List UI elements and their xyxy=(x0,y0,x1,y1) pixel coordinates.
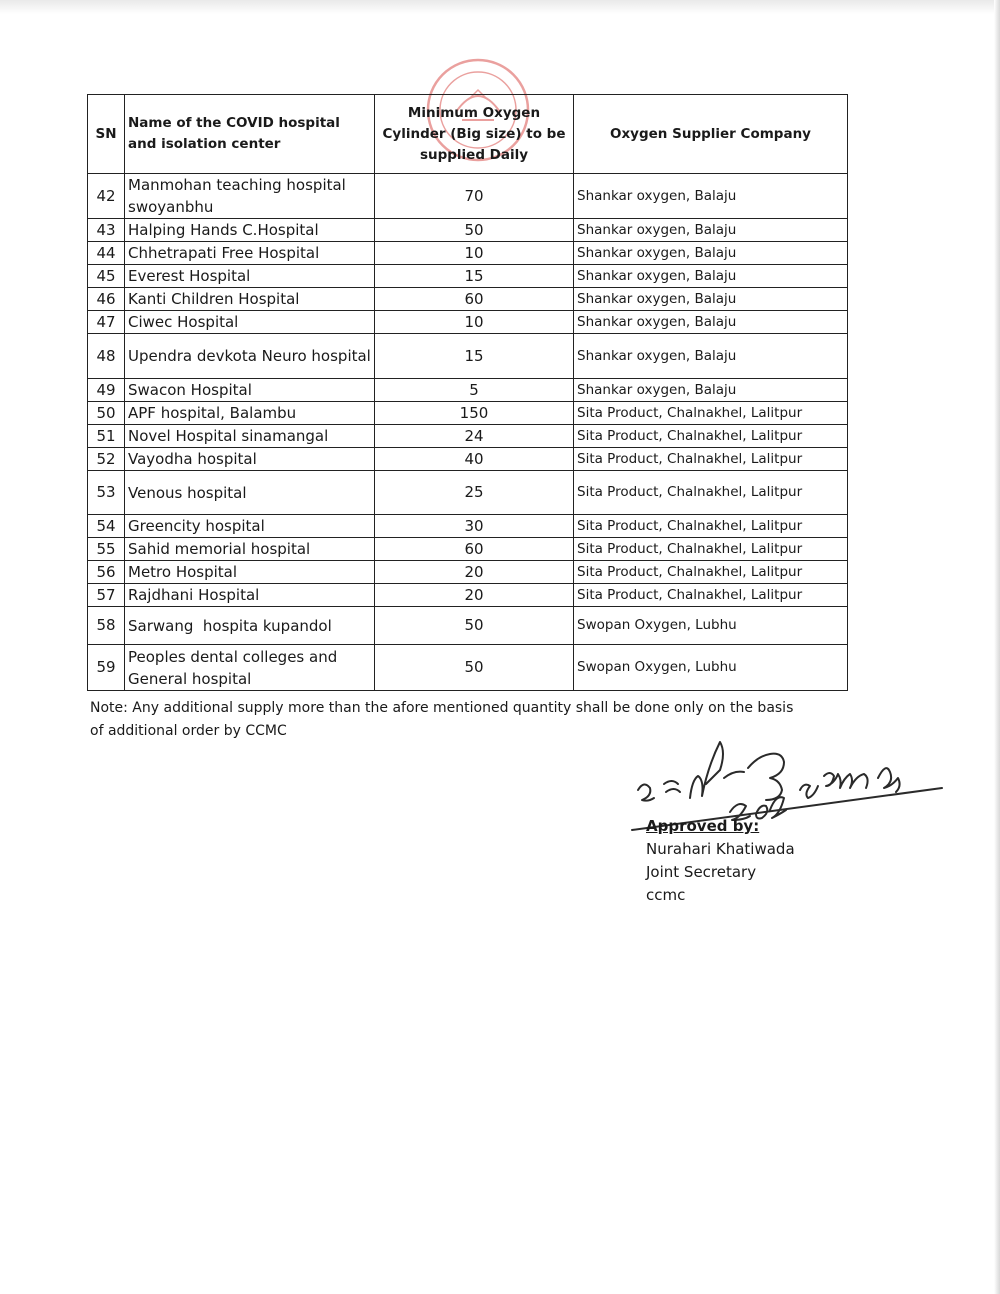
table-row xyxy=(88,425,848,448)
approval-block xyxy=(646,815,795,907)
table-row xyxy=(88,471,848,515)
row-sn: 44 xyxy=(88,242,125,265)
table-row xyxy=(88,219,848,242)
row-sn: 52 xyxy=(88,448,125,471)
row-supplier: Sita Product, Chalnakhel, Lalitpur xyxy=(574,425,848,448)
scan-edge-right xyxy=(994,0,1000,1294)
row-hospital-name: Upendra devkota Neuro hospital xyxy=(125,334,375,379)
row-supplier: Sita Product, Chalnakhel, Lalitpur xyxy=(574,471,848,515)
row-supplier: Shankar oxygen, Balaju xyxy=(574,265,848,288)
row-hospital-name: Metro Hospital xyxy=(125,561,375,584)
table-row xyxy=(88,288,848,311)
note-text: Note: Any additional supply more than the afore mentioned quantity shall be done only on the basis of additional order by CCMC xyxy=(90,700,794,739)
table-row xyxy=(88,265,848,288)
row-cylinder-qty: 15 xyxy=(375,334,574,379)
row-supplier: Shankar oxygen, Balaju xyxy=(574,242,848,265)
row-supplier: Sita Product, Chalnakhel, Lalitpur xyxy=(574,584,848,607)
header-min-cylinders: Minimum Oxygen Cylinder (Big size) to be supplied Daily xyxy=(375,95,574,174)
table-row xyxy=(88,607,848,645)
row-cylinder-qty: 60 xyxy=(375,288,574,311)
row-cylinder-qty: 50 xyxy=(375,607,574,645)
row-sn: 54 xyxy=(88,515,125,538)
table-row xyxy=(88,645,848,691)
row-cylinder-qty: 24 xyxy=(375,425,574,448)
row-hospital-name: Novel Hospital sinamangal xyxy=(125,425,375,448)
row-sn: 53 xyxy=(88,471,125,515)
row-hospital-name: Sarwang hospita kupandol xyxy=(125,607,375,645)
scan-edge-top xyxy=(0,0,1000,14)
row-cylinder-qty: 20 xyxy=(375,584,574,607)
row-supplier: Sita Product, Chalnakhel, Lalitpur xyxy=(574,538,848,561)
row-supplier: Sita Product, Chalnakhel, Lalitpur xyxy=(574,561,848,584)
row-sn: 50 xyxy=(88,402,125,425)
header-sn: SN xyxy=(88,95,125,174)
row-hospital-name: Greencity hospital xyxy=(125,515,375,538)
row-hospital-name: Peoples dental colleges and General hospital xyxy=(125,645,375,691)
row-supplier: Shankar oxygen, Balaju xyxy=(574,311,848,334)
row-sn: 55 xyxy=(88,538,125,561)
table-row xyxy=(88,515,848,538)
approver-title: Joint Secretary xyxy=(646,863,757,881)
table-row xyxy=(88,561,848,584)
row-hospital-name: Sahid memorial hospital xyxy=(125,538,375,561)
table-row xyxy=(88,402,848,425)
row-hospital-name: Rajdhani Hospital xyxy=(125,584,375,607)
row-hospital-name: Swacon Hospital xyxy=(125,379,375,402)
row-sn: 46 xyxy=(88,288,125,311)
table-row xyxy=(88,174,848,219)
row-cylinder-qty: 50 xyxy=(375,645,574,691)
row-supplier: Shankar oxygen, Balaju xyxy=(574,379,848,402)
row-cylinder-qty: 20 xyxy=(375,561,574,584)
row-cylinder-qty: 150 xyxy=(375,402,574,425)
row-sn: 48 xyxy=(88,334,125,379)
row-supplier: Sita Product, Chalnakhel, Lalitpur xyxy=(574,402,848,425)
row-supplier: Shankar oxygen, Balaju xyxy=(574,334,848,379)
row-supplier: Shankar oxygen, Balaju xyxy=(574,288,848,311)
row-cylinder-qty: 5 xyxy=(375,379,574,402)
row-sn: 57 xyxy=(88,584,125,607)
row-cylinder-qty: 40 xyxy=(375,448,574,471)
header-supplier: Oxygen Supplier Company xyxy=(574,95,848,174)
row-hospital-name: Halping Hands C.Hospital xyxy=(125,219,375,242)
row-supplier: Shankar oxygen, Balaju xyxy=(574,219,848,242)
row-hospital-name: Kanti Children Hospital xyxy=(125,288,375,311)
approved-by-label: Approved by: xyxy=(646,817,760,835)
row-sn: 45 xyxy=(88,265,125,288)
row-sn: 47 xyxy=(88,311,125,334)
row-hospital-name: Everest Hospital xyxy=(125,265,375,288)
table-row xyxy=(88,379,848,402)
table-row xyxy=(88,448,848,471)
row-cylinder-qty: 15 xyxy=(375,265,574,288)
row-hospital-name: APF hospital, Balambu xyxy=(125,402,375,425)
row-cylinder-qty: 60 xyxy=(375,538,574,561)
approver-name: Nurahari Khatiwada xyxy=(646,840,795,858)
row-cylinder-qty: 30 xyxy=(375,515,574,538)
row-sn: 59 xyxy=(88,645,125,691)
header-hospital-name: Name of the COVID hospital and isolation center xyxy=(125,95,375,174)
row-sn: 56 xyxy=(88,561,125,584)
row-hospital-name: Venous hospital xyxy=(125,471,375,515)
row-hospital-name: Vayodha hospital xyxy=(125,448,375,471)
row-sn: 58 xyxy=(88,607,125,645)
row-supplier: Shankar oxygen, Balaju xyxy=(574,174,848,219)
row-sn: 49 xyxy=(88,379,125,402)
row-cylinder-qty: 10 xyxy=(375,311,574,334)
row-supplier: Swopan Oxygen, Lubhu xyxy=(574,607,848,645)
oxygen-supply-table xyxy=(87,94,848,691)
row-sn: 51 xyxy=(88,425,125,448)
table-row xyxy=(88,242,848,265)
row-cylinder-qty: 70 xyxy=(375,174,574,219)
row-sn: 43 xyxy=(88,219,125,242)
row-hospital-name: Ciwec Hospital xyxy=(125,311,375,334)
table-header-row xyxy=(88,95,848,174)
row-sn: 42 xyxy=(88,174,125,219)
table-row xyxy=(88,538,848,561)
row-hospital-name: Manmohan teaching hospital swoyanbhu xyxy=(125,174,375,219)
row-supplier: Swopan Oxygen, Lubhu xyxy=(574,645,848,691)
table-row xyxy=(88,311,848,334)
row-cylinder-qty: 25 xyxy=(375,471,574,515)
approver-org: ccmc xyxy=(646,886,686,904)
row-cylinder-qty: 10 xyxy=(375,242,574,265)
row-cylinder-qty: 50 xyxy=(375,219,574,242)
table-row xyxy=(88,584,848,607)
row-supplier: Sita Product, Chalnakhel, Lalitpur xyxy=(574,515,848,538)
row-supplier: Sita Product, Chalnakhel, Lalitpur xyxy=(574,448,848,471)
row-hospital-name: Chhetrapati Free Hospital xyxy=(125,242,375,265)
table-row xyxy=(88,334,848,379)
